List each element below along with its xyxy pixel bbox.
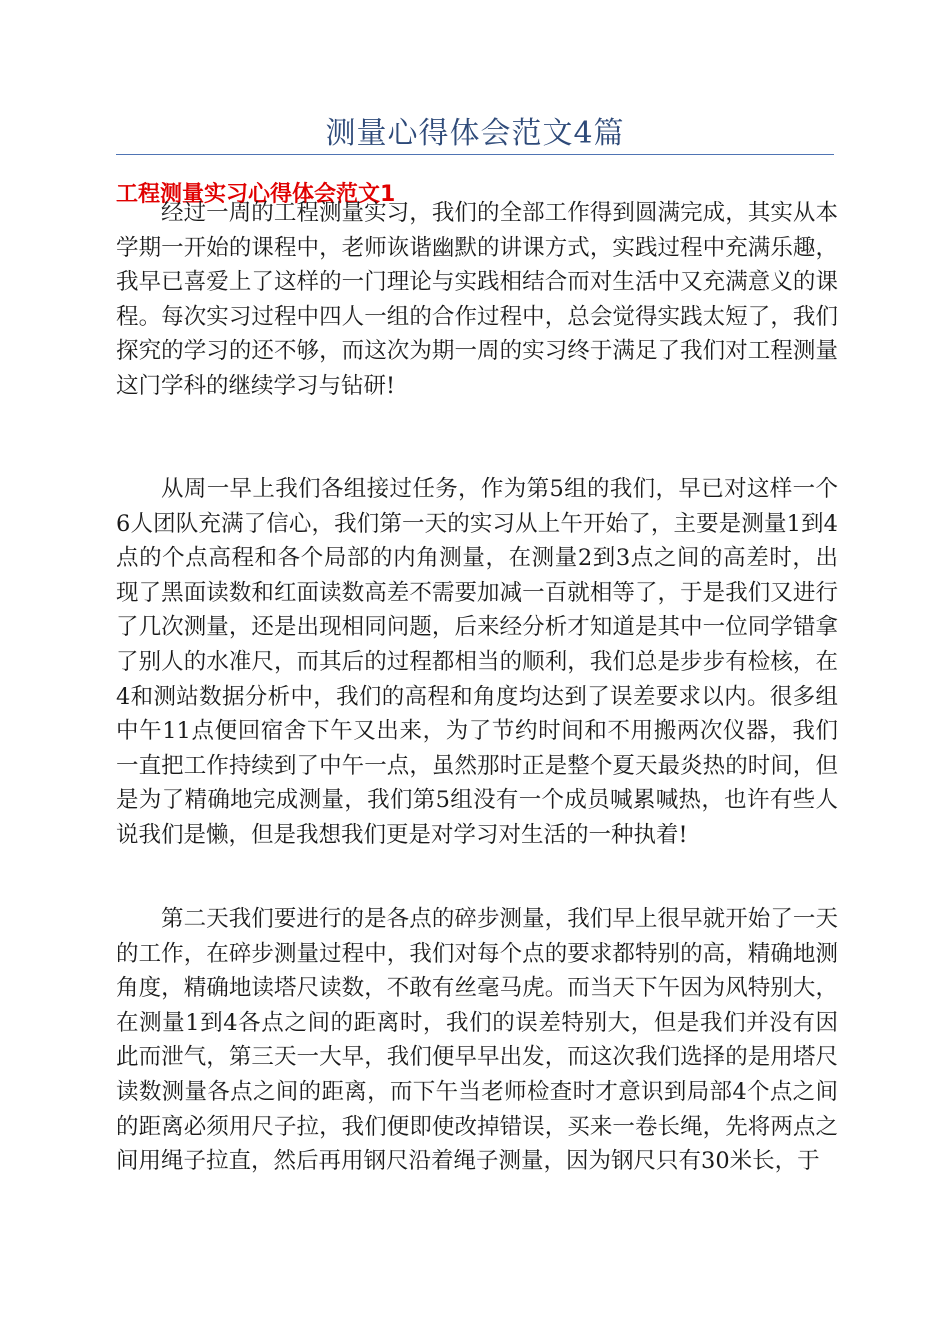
section-heading: 工程测量实习心得体会范文1: [116, 182, 396, 207]
body-paragraph-3: 第二天我们要进行的是各点的碎步测量，我们早上很早就开始了一天的工作，在碎步测量过程中，我们对每个点的要求都特别的高，精确地测角度，精确地读塔尺读数，不敢有丝毫马虎。而当天下午因为风特别大，在测量1到4各点之间的距离时，我们的误差特别大，但是我们并没有因此而泄气，第三天一大早，我们便早早出发，而这次我们选择的是用塔尺读数测量各点之间的距离，而下午当老师检查时才意识到局部4个点之间的距离必须用尺子拉，我们便即使改掉错误，买来一卷长绳，先将两点之间用绳子拉直，然后再用钢尺沿着绳子测量，因为钢尺只有30米长，于: [116, 906, 838, 1175]
body-paragraph-1: 经过一周的工程测量实习，我们的全部工作得到圆满完成，其实从本学期一开始的课程中，老师诙谐幽默的讲课方式，实践过程中充满乐趣，我早已喜爱上了这样的一门理论与实践相结合而对生活中又充满意义的课程。每次实习过程中四人一组的合作过程中，总会觉得实践太短了，我们探究的学习的还不够，而这次为期一周的实习终于满足了我们对工程测量这门学科的继续学习与钻研!: [116, 200, 838, 399]
document-title: 测量心得体会范文4篇: [325, 116, 625, 151]
title-underline-rule: [116, 154, 834, 155]
body-paragraph-2: 从周一早上我们各组接过任务，作为第5组的我们，早已对这样一个6人团队充满了信心，我们第一天的实习从上午开始了，主要是测量1到4点的个点高程和各个局部的内角测量，在测量2到3点之间的高差时，出现了黑面读数和红面读数高差不需要加减一百就相等了，于是我们又进行了几次测量，还是出现相同问题，后来经分析才知道是其中一位同学错拿了别人的水准尺，而其后的过程都相当的顺利，我们总是步步有检核，在4和测站数据分析中，我们的高程和角度均达到了误差要求以内。很多组中午11点便回宿舍下午又出来，为了节约时间和不用搬两次仪器，我们一直把工作持续到了中午一点，虽然那时正是整个夏天最炎热的时间，但是为了精确地完成测量，我们第5组没有一个成员喊累喊热，也许有些人说我们是懒，但是我想我们更是对学习对生活的一种执着!: [116, 476, 838, 848]
